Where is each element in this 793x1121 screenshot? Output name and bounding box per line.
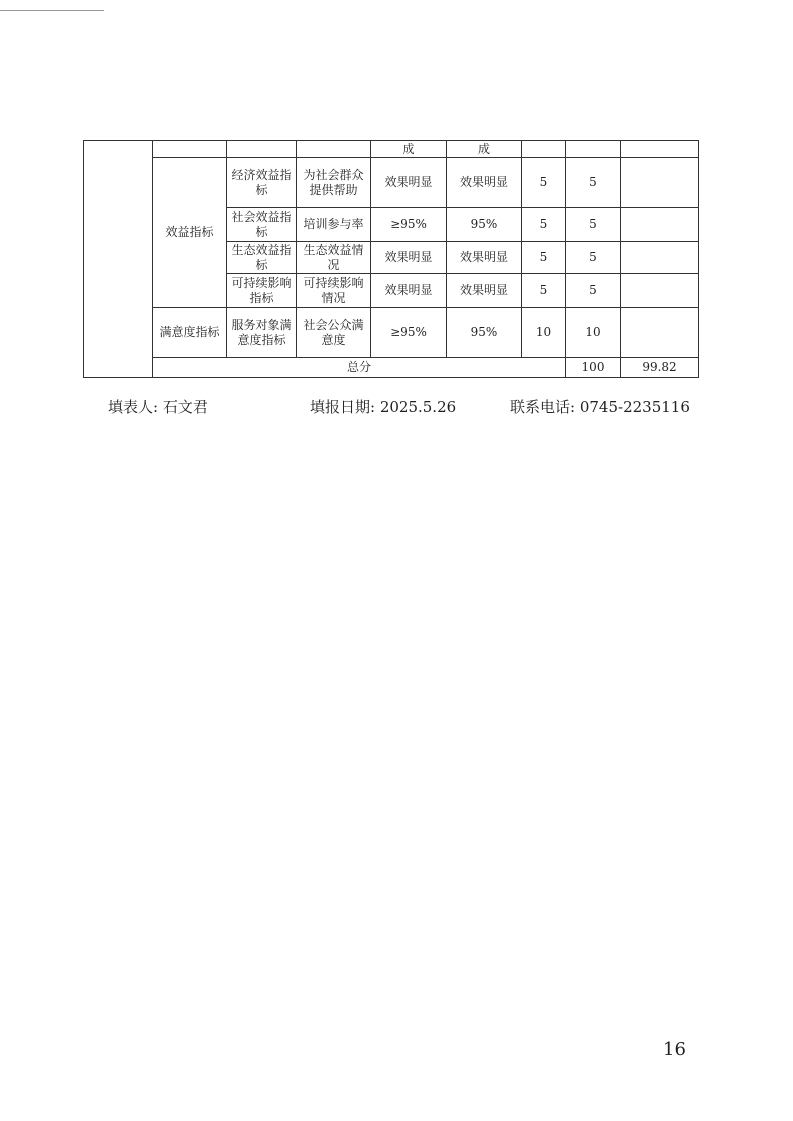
cell-blank (522, 141, 566, 158)
cell-score: 5 (566, 158, 621, 208)
cell-sub-indicator: 生态效益指标 (227, 242, 297, 274)
cell-note (621, 274, 699, 308)
cell-sub-indicator: 可持续影响指标 (227, 274, 297, 308)
cell-note (621, 308, 699, 358)
filler-name: 填表人: 石文君 (108, 398, 208, 416)
cell-actual-value: 95% (447, 308, 522, 358)
cell-weight: 5 (522, 158, 566, 208)
cell-weight: 5 (522, 274, 566, 308)
cell-weight: 5 (522, 208, 566, 242)
cell-note (621, 208, 699, 242)
table-total-row (84, 358, 699, 378)
cell-target-value: 效果明显 (371, 158, 447, 208)
cell-target-value: 效果明显 (371, 242, 447, 274)
cell-blank (566, 141, 621, 158)
cell-detail-indicator: 培训参与率 (297, 208, 371, 242)
cell-actual-value: 效果明显 (447, 274, 522, 308)
cell-first-level-indicator: 效益指标 (153, 158, 227, 308)
cell-note (621, 242, 699, 274)
cell-score: 5 (566, 242, 621, 274)
table-row (84, 158, 699, 208)
page-number: 16 (663, 1039, 686, 1060)
cell-target-value: ≥95% (371, 308, 447, 358)
cell-actual-fragment: 成 (447, 141, 522, 158)
cell-sub-indicator: 经济效益指标 (227, 158, 297, 208)
cell-blank (153, 141, 227, 158)
cell-weight: 5 (522, 242, 566, 274)
cell-score: 5 (566, 208, 621, 242)
cell-actual-value: 效果明显 (447, 158, 522, 208)
cell-blank (621, 141, 699, 158)
contact-phone: 联系电话: 0745-2235116 (510, 398, 690, 416)
cell-note (621, 158, 699, 208)
cell-total-weight: 100 (566, 358, 621, 378)
cell-detail-indicator: 可持续影响情况 (297, 274, 371, 308)
cell-detail-indicator: 社会公众满意度 (297, 308, 371, 358)
table-row-continued (84, 141, 699, 158)
cell-blank (297, 141, 371, 158)
cell-blank-first-column (84, 141, 153, 378)
cell-detail-indicator: 为社会群众提供帮助 (297, 158, 371, 208)
cell-actual-value: 效果明显 (447, 242, 522, 274)
cell-total-label: 总分 (153, 358, 566, 378)
cell-blank (227, 141, 297, 158)
cell-target-value: 效果明显 (371, 274, 447, 308)
cell-detail-indicator: 生态效益情况 (297, 242, 371, 274)
scan-edge-line (0, 10, 104, 11)
fill-date: 填报日期: 2025.5.26 (310, 398, 457, 416)
cell-score: 5 (566, 274, 621, 308)
cell-sub-indicator: 服务对象满意度指标 (227, 308, 297, 358)
cell-target-fragment: 成 (371, 141, 447, 158)
table-row (84, 308, 699, 358)
cell-total-score: 99.82 (621, 358, 699, 378)
cell-sub-indicator: 社会效益指标 (227, 208, 297, 242)
cell-actual-value: 95% (447, 208, 522, 242)
cell-first-level-indicator: 满意度指标 (153, 308, 227, 358)
performance-table (83, 140, 699, 378)
cell-target-value: ≥95% (371, 208, 447, 242)
cell-score: 10 (566, 308, 621, 358)
cell-weight: 10 (522, 308, 566, 358)
